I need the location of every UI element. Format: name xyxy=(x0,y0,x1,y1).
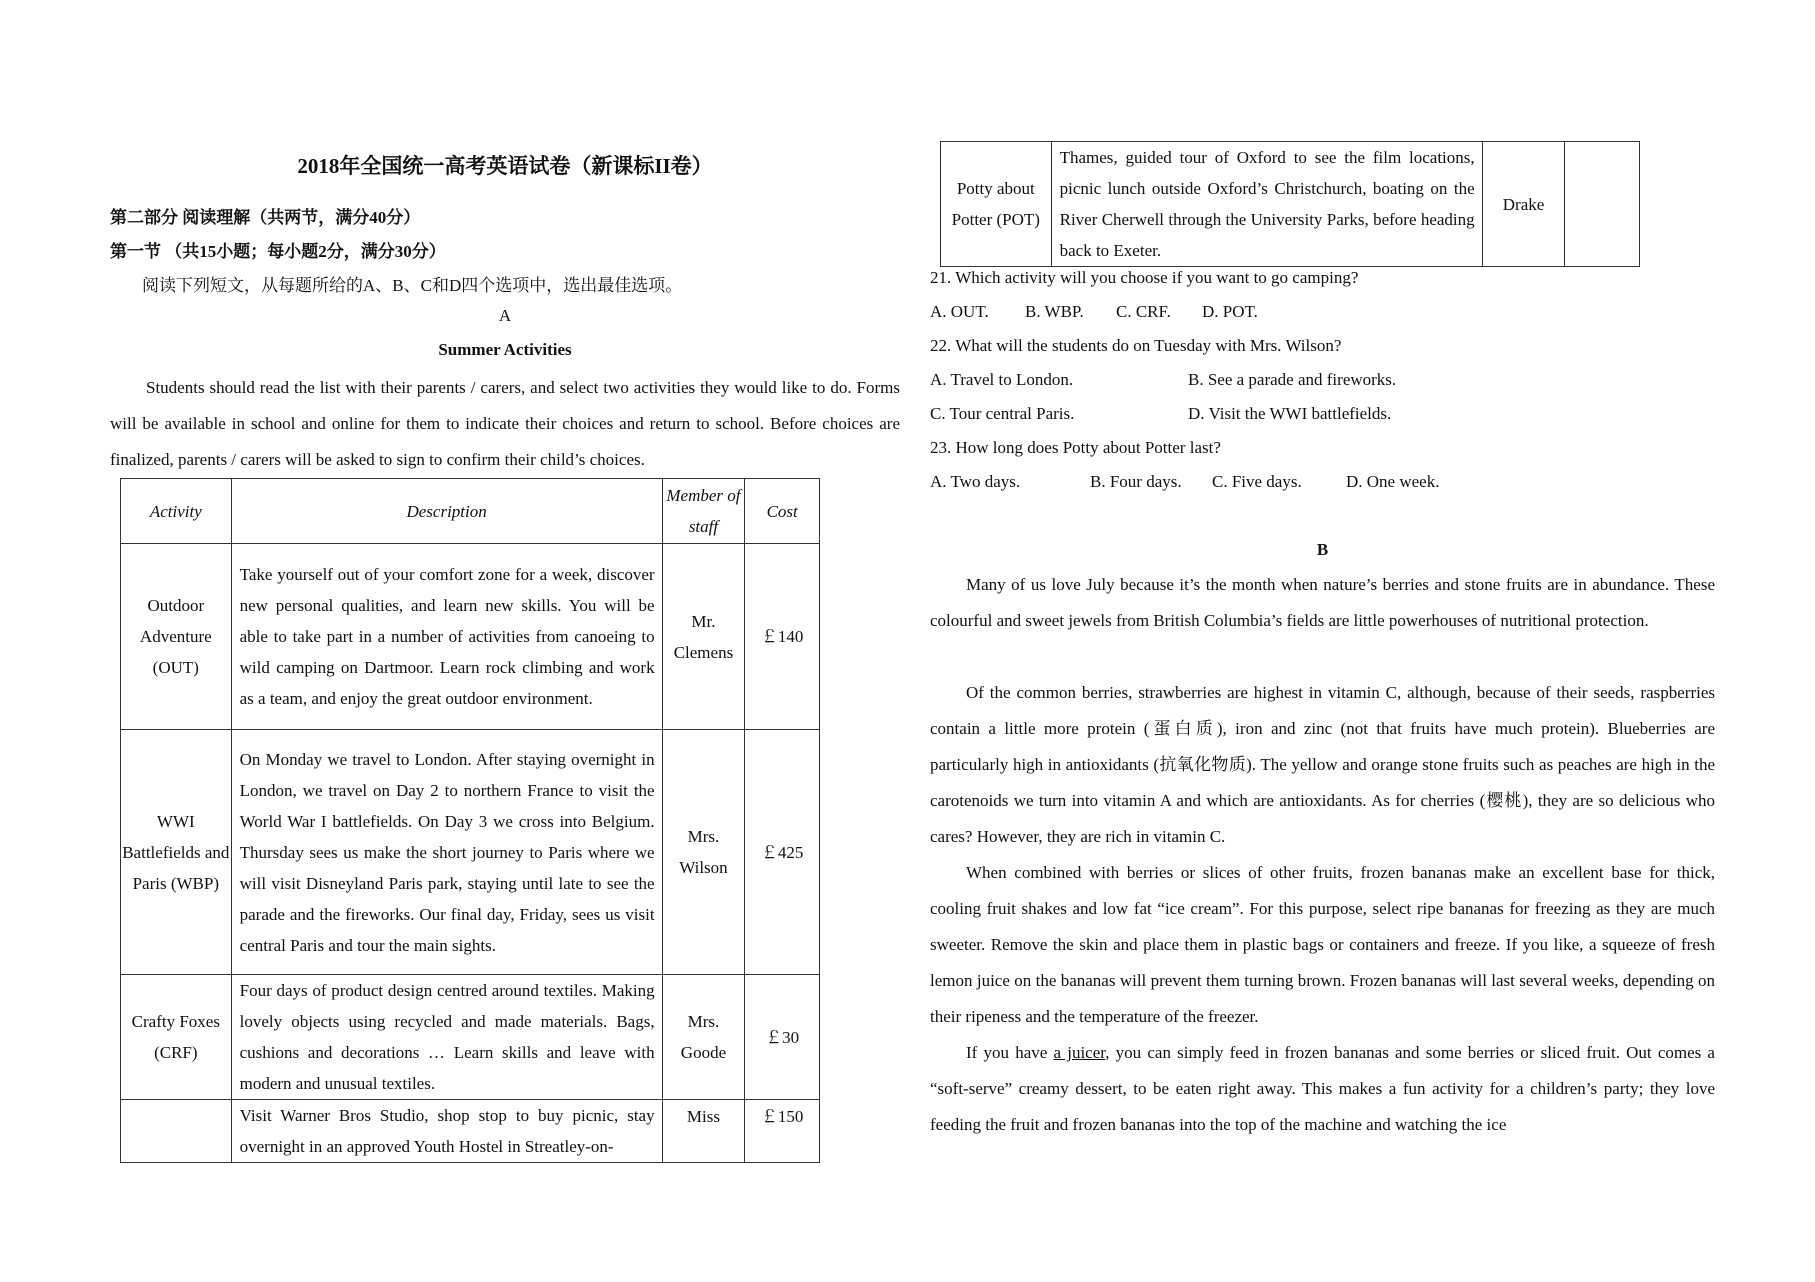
description-cell: Thames, guided tour of Oxford to see the film locations, picnic lunch outside Oxford’s Christchurch, boating on the River Cherwell through the University Parks, before heading back to Exeter. xyxy=(1051,142,1482,267)
section-title: 第一节 （共15小题；每小题2分，满分30分） xyxy=(110,242,446,261)
staff-cell: Drake xyxy=(1482,142,1565,267)
question-21: 21. Which activity will you choose if you want to go camping? xyxy=(930,268,1359,287)
activities-table xyxy=(120,478,820,1163)
table-row xyxy=(121,1100,820,1163)
passage-b-p2: Of the common berries, strawberries are highest in vitamin C, although, because of their seeds, raspberries contain a little more protein (蛋白质), iron and zinc (not that fruits have much protein). Blueberries are particularly high in antioxidants (抗氧化物质). The yellow and orange stone fruits such as peaches are high in the carotenoids we turn into vitamin A and which are antioxidants. As for cherries (樱桃), they are so delicious who cares? However, they are rich in vitamin C. xyxy=(930,683,1715,846)
option: D. POT. xyxy=(1202,302,1258,321)
exam-title: 2018年全国统一高考英语试卷（新课标II卷） xyxy=(297,154,713,178)
activity-cell: Crafty Foxes (CRF) xyxy=(121,975,232,1100)
cost-cell: ￡150 xyxy=(745,1100,820,1163)
underlined-term: a juicer xyxy=(1053,1043,1106,1062)
option: B. WBP. xyxy=(1025,302,1084,321)
activity-cell xyxy=(121,1100,232,1163)
description-cell: Visit Warner Bros Studio, shop stop to buy picnic, stay overnight in an approved Youth Hostel in Streatley-on- xyxy=(231,1100,662,1163)
cost-cell: ￡30 xyxy=(745,975,820,1100)
cost-cell: ￡425 xyxy=(745,730,820,975)
part-title: 第二部分 阅读理解（共两节，满分40分） xyxy=(110,208,421,227)
option: A. Travel to London. xyxy=(930,370,1074,389)
option: B. Four days. xyxy=(1090,472,1182,491)
activity-cell: Outdoor Adventure (OUT) xyxy=(121,544,232,730)
table-row xyxy=(121,730,820,975)
option: C. Five days. xyxy=(1212,472,1302,491)
passage-b-p1: Many of us love July because it’s the month when nature’s berries and stone fruits are in abundance. These colourful and sweet jewels from British Columbia’s fields are little powerhouses of nutritional protection. xyxy=(930,575,1715,630)
header-cost: Cost xyxy=(745,479,820,544)
passage-a-heading: Summer Activities xyxy=(438,340,572,359)
description-cell: Take yourself out of your comfort zone for a week, discover new personal qualities, and learn new skills. You will be able to take part in a number of activities from canoeing to wild camping on Dartmoor. Learn rock climbing and work as a team, and enjoy the great outdoor environment. xyxy=(231,544,662,730)
header-activity: Activity xyxy=(121,479,232,544)
option: A. Two days. xyxy=(930,472,1021,491)
option: C. Tour central Paris. xyxy=(930,404,1075,423)
instruction: 阅读下列短文，从每题所给的A、B、C和D四个选项中，选出最佳选项。 xyxy=(142,276,683,295)
cost-cell: ￡140 xyxy=(745,544,820,730)
staff-cell: Miss xyxy=(662,1100,745,1163)
header-description: Description xyxy=(231,479,662,544)
p4-text-after: , you can simply feed in frozen bananas and some berries or sliced fruit. Out comes a “soft-serve” creamy dessert, to be eaten right away. This makes a fun activity for a children’s party; they love feeding the fruit and frozen bananas into the top of the machine and watching the ice xyxy=(930,1043,1715,1134)
option: B. See a parade and fireworks. xyxy=(1188,370,1397,389)
table-row xyxy=(121,975,820,1100)
staff-cell: Mrs. Goode xyxy=(662,975,745,1100)
table-row xyxy=(121,544,820,730)
cost-cell xyxy=(1565,142,1640,267)
option: D. One week. xyxy=(1346,472,1440,491)
table-row xyxy=(941,142,1640,267)
activities-table-continued xyxy=(940,141,1640,267)
activity-cell: Potty about Potter (POT) xyxy=(941,142,1052,267)
passage-b-letter: B xyxy=(1316,540,1329,559)
passage-b-p4 xyxy=(930,1035,1715,1143)
option: D. Visit the WWI battlefields. xyxy=(1188,404,1392,423)
description-cell: Four days of product design centred around textiles. Making lovely objects using recycled and made materials. Bags, cushions and decorations … Learn skills and leave with modern and unusual textiles. xyxy=(231,975,662,1100)
activity-cell: WWI Battlefields and Paris (WBP) xyxy=(121,730,232,975)
table-header-row xyxy=(121,479,820,544)
passage-a-letter: A xyxy=(498,306,512,325)
p4-text-before: If you have xyxy=(966,1043,1054,1062)
header-staff: Member of staff xyxy=(662,479,745,544)
passage-a-intro: Students should read the list with their parents / carers, and select two activities they would like to do. Forms will be available in school and online for them to indicate their choices and return to school. Before choices are finalized, parents / carers will be asked to sign to confirm their child’s choices. xyxy=(110,378,900,469)
question-22: 22. What will the students do on Tuesday with Mrs. Wilson? xyxy=(930,336,1342,355)
option: C. CRF. xyxy=(1116,302,1171,321)
question-23: 23. How long does Potty about Potter last? xyxy=(930,438,1221,457)
passage-b-p3: When combined with berries or slices of other fruits, frozen bananas make an excellent base for thick, cooling fruit shakes and low fat “ice cream”. For this purpose, select ripe bananas for freezing as they are much sweeter. Remove the skin and place them in plastic bags or containers and freeze. If you like, a squeeze of fresh lemon juice on the bananas will prevent them turning brown. Frozen bananas will last several weeks, depending on their ripeness and the temperature of the freezer. xyxy=(930,863,1715,1026)
option: A. OUT. xyxy=(930,302,989,321)
staff-cell: Mr. Clemens xyxy=(662,544,745,730)
staff-cell: Mrs. Wilson xyxy=(662,730,745,975)
description-cell: On Monday we travel to London. After staying overnight in London, we travel on Day 2 to northern France to visit the World War I battlefields. On Day 3 we cross into Belgium. Thursday sees us make the short journey to Paris where we will visit Disneyland Paris park, staying until late to see the parade and the fireworks. Our final day, Friday, sees us visit central Paris and tour the main sights. xyxy=(231,730,662,975)
